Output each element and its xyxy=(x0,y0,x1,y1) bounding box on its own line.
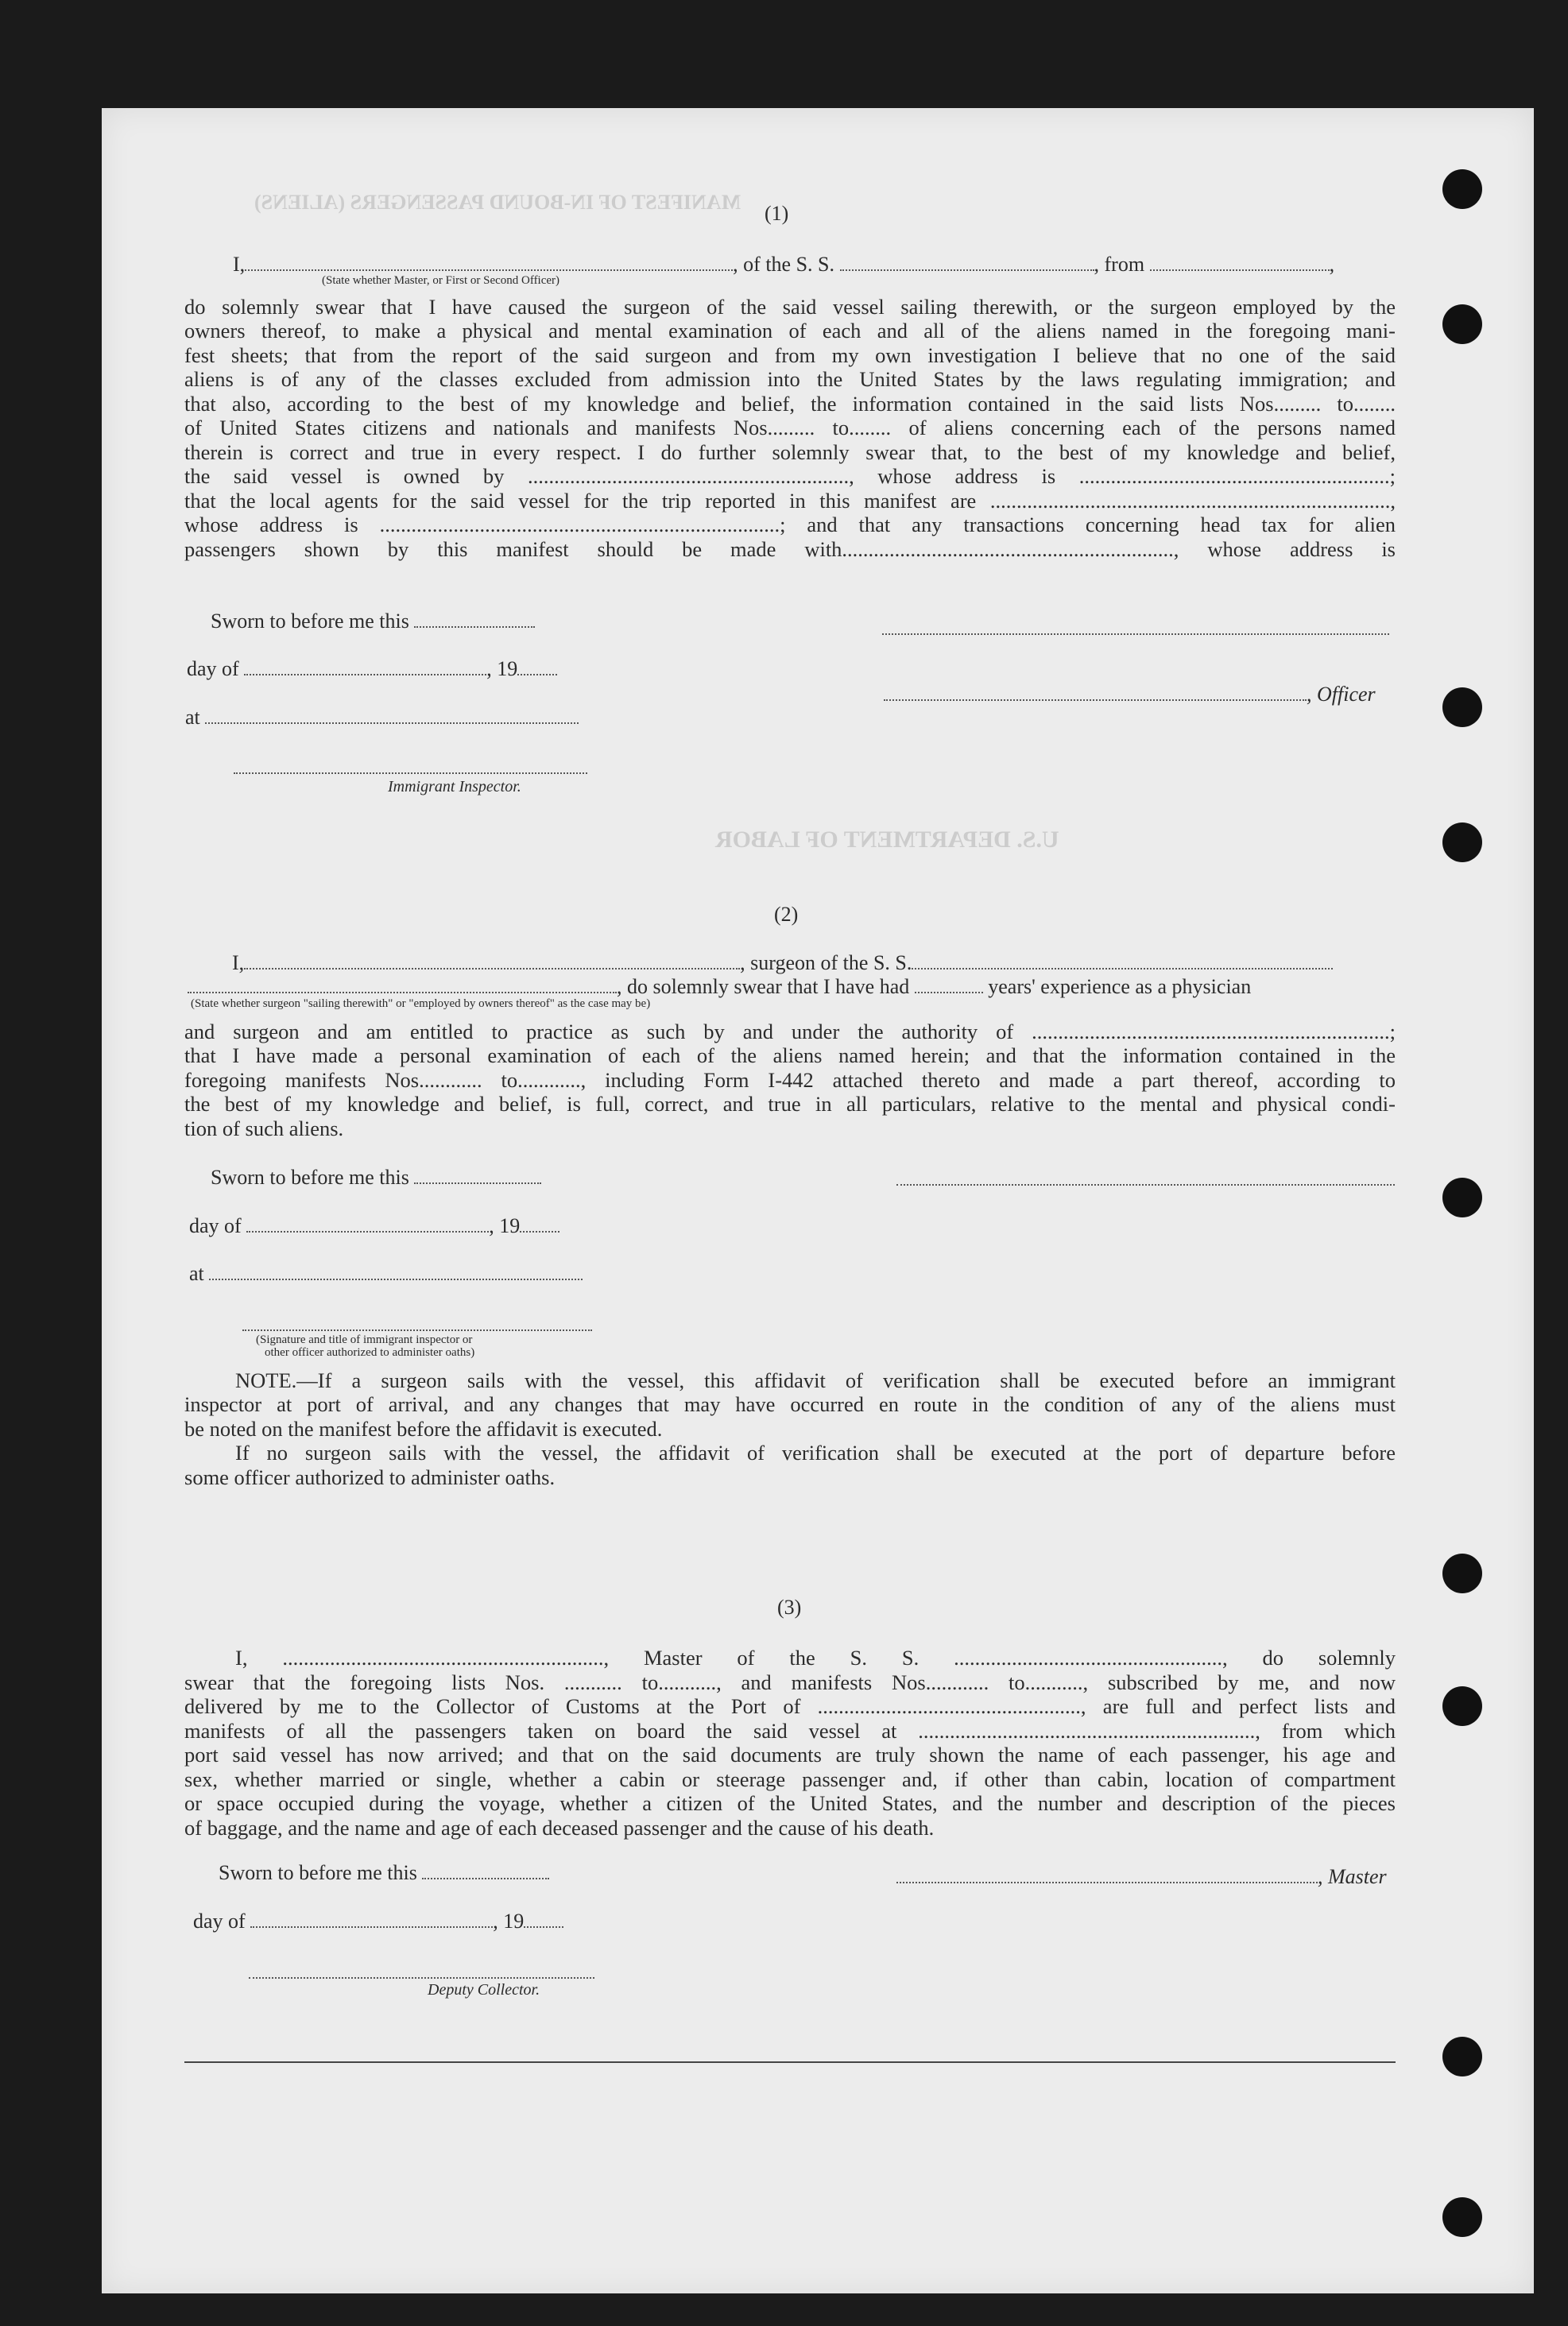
sworn-line: Sworn to before me this xyxy=(211,610,535,633)
master-paragraph-line: delivered by me to the Collector of Customs at the Port of .................................................., are full and perfect lists and xyxy=(184,1694,1396,1718)
section-number: (1) xyxy=(765,202,789,225)
section-number: (2) xyxy=(774,903,799,926)
binder-hole-8 xyxy=(1442,2037,1482,2076)
binder-hole-7 xyxy=(1442,1686,1482,1726)
note-line: If no surgeon sails with the vessel, the affidavit of verification shall be executed at the port of departure before xyxy=(235,1441,1396,1465)
bottom-rule xyxy=(184,2061,1396,2063)
surgeon-paragraph-line: that I have made a personal examination of each of the aliens named herein; and that the information contained in the xyxy=(184,1043,1396,1067)
surgeon-line: I, , surgeon of the S. S. xyxy=(232,951,1333,975)
surgeon-paragraph-line: the best of my knowledge and belief, is full, correct, and true in all particulars, relative to the mental and physical condi- xyxy=(184,1092,1396,1116)
oath-paragraph-line: owners thereof, to make a physical and mental examination of each and all of the aliens named in the foregoing mani- xyxy=(184,319,1396,343)
surgeon-paragraph-line: and surgeon and am entitled to practice as such by and under the authority of ....................................................................; xyxy=(184,1020,1396,1043)
oath-paragraph-line: aliens is of any of the classes excluded from admission into the United States by the laws regulating immigration; and xyxy=(184,367,1396,391)
day-of-line: day of , 19 xyxy=(193,1910,563,1933)
officer-label: , Officer xyxy=(1307,683,1376,706)
oath-paragraph-line: that also, according to the best of my knowledge and belief, the information contained in the said lists Nos......... to........ xyxy=(184,392,1396,416)
day-of-line: day of , 19 xyxy=(189,1214,559,1238)
note-line: inspector at port of arrival, and any changes that may have occurred en route in the condition of any of the aliens must xyxy=(184,1392,1396,1416)
at-line: at xyxy=(185,706,579,730)
sworn-line: Sworn to before me this xyxy=(219,1861,549,1885)
master-label: , Master xyxy=(1318,1865,1387,1888)
binder-hole-6 xyxy=(1442,1554,1482,1593)
master-paragraph-line: port said vessel has now arrived; and that on the said documents are truly shown the name of each passenger, his age and xyxy=(184,1743,1396,1767)
master-paragraph-line: manifests of all the passengers taken on board the said vessel at ................................................................, from which xyxy=(184,1719,1396,1743)
binder-hole-2 xyxy=(1442,304,1482,344)
master-paragraph-line: or space occupied during the voyage, whether a citizen of the United States, and the number and description of the pieces xyxy=(184,1791,1396,1815)
oath-paragraph-line: fest sheets; that from the report of the said surgeon and from my own investigation I believe that no one of the said xyxy=(184,343,1396,367)
bleed-through-text: MANIFEST OF IN-BOUND PASSENGERS (ALIENS) xyxy=(254,191,741,214)
at-line: at xyxy=(189,1262,583,1286)
note-line: be noted on the manifest before the affidavit is executed. xyxy=(184,1417,663,1441)
note-line: some officer authorized to administer oaths. xyxy=(184,1465,556,1489)
authorized-officer-signature-line xyxy=(242,1329,592,1331)
signature-title-caption: other officer authorized to administer oaths) xyxy=(265,1346,475,1359)
master-paragraph-line: sex, whether married or single, whether a cabin or steerage passenger and, if other than cabin, location of compartment xyxy=(184,1767,1396,1791)
binder-hole-3 xyxy=(1442,687,1482,727)
oath-paragraph-line: of United States citizens and nationals and manifests Nos......... to........ of aliens concerning each of the persons named xyxy=(184,416,1396,439)
note-line: NOTE.—If a surgeon sails with the vessel, this affidavit of verification shall be executed before an immigrant xyxy=(235,1368,1396,1392)
oath-paragraph-line: the said vessel is owned by ............................................................., whose address is ...........................................................; xyxy=(184,464,1396,488)
surgeon-paragraph-line: foregoing manifests Nos............ to............, including Form I-442 attached thereto and made a part thereof, according to xyxy=(184,1068,1396,1092)
officer-signature-line-1 xyxy=(882,633,1389,635)
section-number: (3) xyxy=(777,1596,802,1619)
signature-title-caption: (Signature and title of immigrant inspector or xyxy=(256,1333,473,1346)
master-paragraph-line: I, ............................................................., Master of the S. S. ..................................................., do solemnly xyxy=(235,1646,1396,1670)
binder-hole-9 xyxy=(1442,2197,1482,2237)
master-line xyxy=(896,1865,1387,1889)
label-of-ss: , of the S. S. xyxy=(733,253,835,276)
binder-hole-1 xyxy=(1442,169,1482,209)
collector-signature-line xyxy=(249,1977,594,1979)
oath-paragraph-line: passengers shown by this manifest should be made with..............................................................., whose address is xyxy=(184,537,1396,561)
master-paragraph-line: swear that the foregoing lists Nos. ........... to..........., and manifests Nos............ to..........., subscribed by me, and now xyxy=(184,1670,1396,1694)
immigrant-inspector-caption: Immigrant Inspector. xyxy=(388,778,521,795)
label-i: I, xyxy=(233,253,246,276)
binder-hole-5 xyxy=(1442,1178,1482,1217)
inspector-signature-line xyxy=(234,772,587,774)
binder-hole-4 xyxy=(1442,822,1482,862)
oath-paragraph-line: whose address is ............................................................................; and that any transactions concerning head tax for alien xyxy=(184,513,1396,536)
day-of-line: day of , 19 xyxy=(187,657,557,681)
surgeon-status-caption: (State whether surgeon "sailing therewith" or "employed by owners thereof" as the case may be) xyxy=(191,997,651,1010)
oath-line-officer: I, , of the S. S. , from , xyxy=(233,253,1335,276)
label-from: , from xyxy=(1094,253,1145,276)
bleed-through-text: U.S. DEPARTMENT OF LABOR xyxy=(715,826,1059,853)
sworn-line: Sworn to before me this xyxy=(211,1166,541,1190)
oath-paragraph-line: do solemnly swear that I have caused the surgeon of the said vessel sailing therewith, or the surgeon employed by the xyxy=(184,295,1396,319)
oath-paragraph-line: that the local agents for the said vessel for the trip reported in this manifest are ............................................................................, xyxy=(184,489,1396,513)
master-paragraph-line: of baggage, and the name and age of each deceased passenger and the cause of his death. xyxy=(184,1816,935,1840)
officer-line xyxy=(884,683,1376,706)
experience-line: , do solemnly swear that I have had years' experience as a physician xyxy=(188,975,1251,999)
officer-rank-caption: (State whether Master, or First or Second Officer) xyxy=(322,274,560,287)
deputy-collector-caption: Deputy Collector. xyxy=(428,1981,540,1999)
surgeon-paragraph-line: tion of such aliens. xyxy=(184,1117,344,1140)
surgeon-signature-line xyxy=(896,1184,1395,1186)
oath-paragraph-line: therein is correct and true in every respect. I do further solemnly swear that, to the best of my knowledge and belief, xyxy=(184,440,1396,464)
